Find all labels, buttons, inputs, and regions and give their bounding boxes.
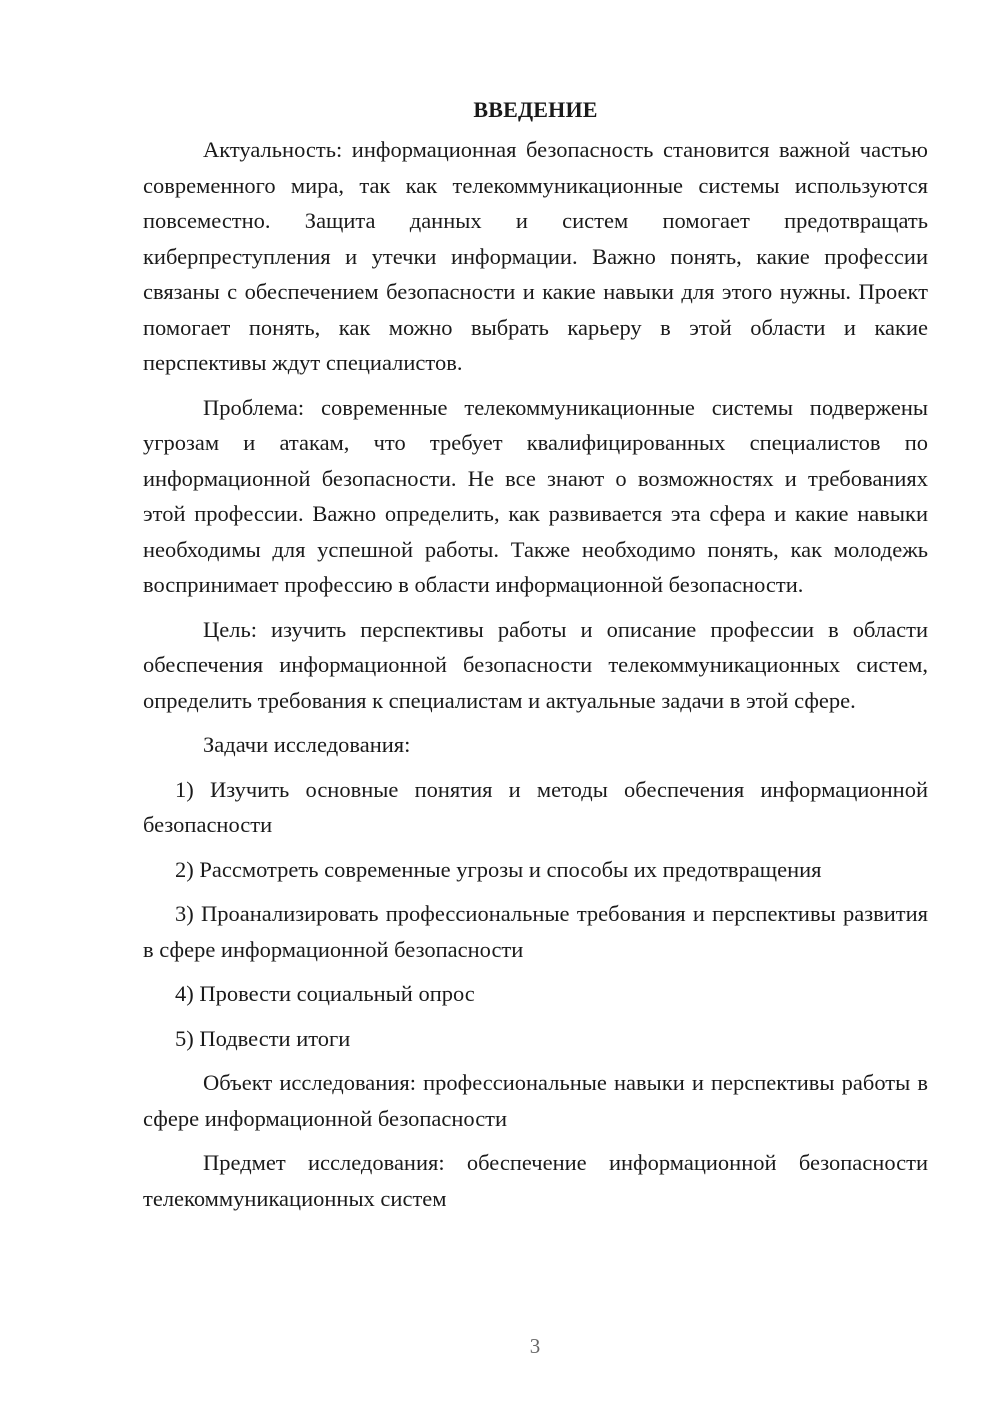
relevance-paragraph: Актуальность: информационная безопасность становится важной частью современного мира, так как телекоммуникационные системы используются повсеместно. Защита данных и систем помогает предотвращать киберпреступления и утечки информации. Важно понять, какие профессии связаны с обеспечением безопасности и какие навыки для этого нужны. Проект помогает понять, как можно выбрать карьеру в этой области и какие перспективы ждут специалистов. (143, 137, 928, 375)
task-item-2: 2) Рассмотреть современные угрозы и способы их предотвращения (175, 856, 822, 882)
task-item-3: 3) Проанализировать профессиональные требования и перспективы развития в сфере информационной безопасности (143, 901, 928, 962)
object-paragraph: Объект исследования: профессиональные навыки и перспективы работы в сфере информационной безопасности (143, 1070, 928, 1131)
page-number: 3 (529, 1334, 541, 1358)
page-body (143, 92, 928, 1225)
task-item-5: 5) Подвести итоги (175, 1025, 351, 1051)
goal-paragraph: Цель: изучить перспективы работы и описание профессии в области обеспечения информационной безопасности телекоммуникационных систем, определить требования к специалистам и актуальные задачи в этой сфере. (143, 616, 928, 713)
subject-paragraph: Предмет исследования: обеспечение информационной безопасности телекоммуникационных систем (143, 1150, 928, 1211)
page-title: ВВЕДЕНИЕ (473, 97, 598, 122)
problem-paragraph: Проблема: современные телекоммуникационные системы подвержены угрозам и атакам, что требует квалифицированных специалистов по информационной безопасности. Не все знают о возможностях и требованиях этой профессии. Важно определить, как развивается эта сфера и какие навыки необходимы для успешной работы. Также необходимо понять, как молодежь воспринимает профессию в области информационной безопасности. (143, 394, 928, 597)
task-item-1: 1) Изучить основные понятия и методы обеспечения информационной безопасности (143, 776, 928, 837)
task-item-4: 4) Провести социальный опрос (175, 981, 475, 1006)
tasks-intro: Задачи исследования: (203, 732, 411, 757)
tasks-list (143, 772, 928, 1057)
